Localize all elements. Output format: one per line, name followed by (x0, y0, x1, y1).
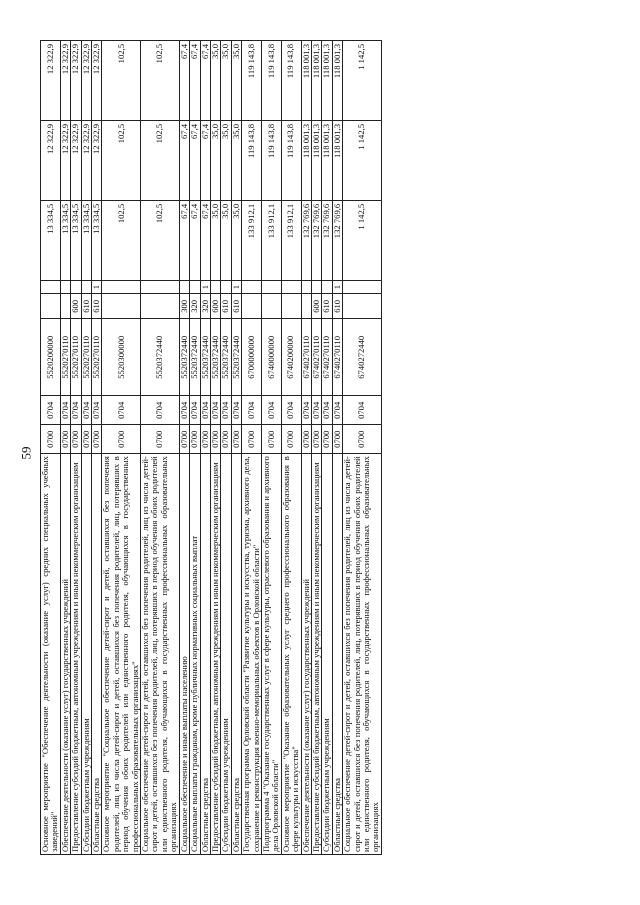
target-article-code: 6700000000 (242, 319, 262, 396)
row-name: Социальные выплаты гражданам, кроме публичных нормативных социальных выплат (190, 454, 200, 855)
amount-year-2: 118 001,3 (311, 120, 321, 200)
row-name: Предоставление субсидий бюджетным, автономным учреждениям и иным некоммерческим организациям (71, 454, 81, 855)
target-article-code: 5520372440 (141, 319, 180, 396)
amount-year-1: 133 912,1 (261, 200, 281, 280)
funding-source-code: 1 (231, 280, 241, 294)
subsection-code: 0704 (311, 396, 321, 425)
amount-year-3: 102,5 (141, 41, 180, 121)
section-code: 0700 (41, 425, 61, 454)
funding-source-code (242, 280, 262, 294)
expense-type-code (261, 294, 281, 319)
funding-source-code (81, 280, 91, 294)
amount-year-1: 132 769,6 (301, 200, 311, 280)
target-article-code: 5520372440 (231, 319, 241, 396)
expense-type-code: 300 (179, 294, 189, 319)
budget-table-body (41, 41, 382, 855)
section-code: 0700 (92, 425, 102, 454)
section-code: 0700 (332, 425, 342, 454)
target-article-code: 6740272440 (343, 319, 382, 396)
row-name: Субсидии бюджетным учреждениям (221, 454, 231, 855)
funding-source-code: 1 (92, 280, 102, 294)
target-article-code: 5520372440 (190, 319, 200, 396)
subsection-code: 0704 (332, 396, 342, 425)
table-row (81, 41, 91, 855)
section-code: 0700 (281, 425, 301, 454)
amount-year-3: 118 001,3 (311, 41, 321, 121)
section-code: 0700 (261, 425, 281, 454)
amount-year-1: 13 334,5 (41, 200, 61, 280)
section-code: 0700 (81, 425, 91, 454)
amount-year-3: 119 143,8 (242, 41, 262, 121)
expense-type-code: 610 (221, 294, 231, 319)
row-name: Социальное обеспечение детей-сирот и детей, оставшихся без попечения родителей, лиц из числа детей-сирот и детей, оставшихся без попечения родителей, лиц, потерявших в период обучения обоих родителей или единственного родителя, обучающихся в государственных профессиональных образовательных организациях (141, 454, 180, 855)
amount-year-2: 35,0 (210, 120, 220, 200)
target-article-code: 5520300000 (102, 319, 141, 396)
target-article-code: 5520270110 (92, 319, 102, 396)
row-name: Предоставление субсидий бюджетным, автономным учреждениям и иным некоммерческим организациям (311, 454, 321, 855)
amount-year-1: 35,0 (210, 200, 220, 280)
amount-year-3: 35,0 (210, 41, 220, 121)
subsection-code: 0704 (210, 396, 220, 425)
subsection-code: 0704 (322, 396, 332, 425)
target-article-code: 5520270110 (60, 319, 70, 396)
subsection-code: 0704 (60, 396, 70, 425)
amount-year-3: 1 142,5 (343, 41, 382, 121)
section-code: 0700 (311, 425, 321, 454)
subsection-code: 0704 (343, 396, 382, 425)
amount-year-1: 132 769,6 (322, 200, 332, 280)
table-row (332, 41, 342, 855)
amount-year-2: 35,0 (231, 120, 241, 200)
amount-year-3: 35,0 (231, 41, 241, 121)
funding-source-code (301, 280, 311, 294)
funding-source-code: 1 (332, 280, 342, 294)
amount-year-3: 118 001,3 (322, 41, 332, 121)
row-name: Субсидии бюджетным учреждениям (81, 454, 91, 855)
amount-year-3: 119 143,8 (261, 41, 281, 121)
amount-year-3: 12 322,9 (71, 41, 81, 121)
section-code: 0700 (179, 425, 189, 454)
row-name: Подпрограмма 4 "Оказание государственных услуг в сфере культуры, отраслевого образования и архивного дела Орловской области" (261, 454, 281, 855)
row-name: Областные средства (231, 454, 241, 855)
row-name: Основное мероприятие "Обеспечение деятельности (оказание услуг) средних специальных учебных заведений" (41, 454, 61, 855)
budget-table (40, 40, 382, 855)
funding-source-code (281, 280, 301, 294)
amount-year-3: 119 143,8 (281, 41, 301, 121)
target-article-code: 5520372440 (200, 319, 210, 396)
table-row (231, 41, 241, 855)
amount-year-3: 118 001,3 (332, 41, 342, 121)
section-code: 0700 (301, 425, 311, 454)
section-code: 0700 (343, 425, 382, 454)
target-article-code: 6740270110 (311, 319, 321, 396)
subsection-code: 0704 (301, 396, 311, 425)
subsection-code: 0704 (81, 396, 91, 425)
amount-year-2: 102,5 (141, 120, 180, 200)
expense-type-code: 600 (71, 294, 81, 319)
amount-year-2: 35,0 (221, 120, 231, 200)
row-name: Социальное обеспечение детей-сирот и детей, оставшихся без попечения родителей, лиц из числа детей-сирот и детей, оставшихся без попечения родителей, лиц, потерявших в период обучения обоих родителей или единственного родителя, обучающихся в государственных профессиональных образовательных организациях (343, 454, 382, 855)
subsection-code: 0704 (231, 396, 241, 425)
amount-year-2: 67,4 (200, 120, 210, 200)
table-row (281, 41, 301, 855)
amount-year-1: 102,5 (102, 200, 141, 280)
target-article-code: 5520372440 (210, 319, 220, 396)
amount-year-2: 118 001,3 (332, 120, 342, 200)
section-code: 0700 (221, 425, 231, 454)
amount-year-1: 132 769,6 (332, 200, 342, 280)
amount-year-3: 67,4 (179, 41, 189, 121)
target-article-code: 6740270110 (332, 319, 342, 396)
table-row (210, 41, 220, 855)
section-code: 0700 (242, 425, 262, 454)
funding-source-code (41, 280, 61, 294)
subsection-code: 0704 (281, 396, 301, 425)
expense-type-code: 320 (200, 294, 210, 319)
table-row (141, 41, 180, 855)
funding-source-code (71, 280, 81, 294)
amount-year-2: 119 143,8 (281, 120, 301, 200)
expense-type-code: 320 (190, 294, 200, 319)
target-article-code: 5520270110 (81, 319, 91, 396)
expense-type-code (60, 294, 70, 319)
table-row (242, 41, 262, 855)
section-code: 0700 (190, 425, 200, 454)
subsection-code: 0704 (102, 396, 141, 425)
amount-year-3: 67,4 (190, 41, 200, 121)
row-name: Областные средства (200, 454, 210, 855)
subsection-code: 0704 (261, 396, 281, 425)
expense-type-code (242, 294, 262, 319)
target-article-code: 6740270110 (301, 319, 311, 396)
amount-year-1: 35,0 (231, 200, 241, 280)
row-name: Обеспечение деятельности (оказание услуг) государственных учреждений (60, 454, 70, 855)
amount-year-3: 12 322,9 (81, 41, 91, 121)
amount-year-3: 12 322,9 (60, 41, 70, 121)
amount-year-3: 12 322,9 (41, 41, 61, 121)
amount-year-1: 67,4 (179, 200, 189, 280)
amount-year-2: 119 143,8 (261, 120, 281, 200)
funding-source-code (141, 280, 180, 294)
table-row (322, 41, 332, 855)
subsection-code: 0704 (221, 396, 231, 425)
funding-source-code (190, 280, 200, 294)
page-number: 59 (18, 446, 34, 460)
row-name: Государственная программа Орловской области "Развитие культуры и искусства, туризма, архивного дела, сохранение и реконструкция военно-мемориальных объектов в Орловской области" (242, 454, 262, 855)
amount-year-1: 1 142,5 (343, 200, 382, 280)
amount-year-1: 13 334,5 (92, 200, 102, 280)
table-row (221, 41, 231, 855)
funding-source-code (343, 280, 382, 294)
expense-type-code (41, 294, 61, 319)
target-article-code: 6740200000 (281, 319, 301, 396)
rotated-page-content (40, 40, 382, 855)
funding-source-code (311, 280, 321, 294)
subsection-code: 0704 (179, 396, 189, 425)
table-row (190, 41, 200, 855)
funding-source-code (179, 280, 189, 294)
subsection-code: 0704 (41, 396, 61, 425)
section-code: 0700 (200, 425, 210, 454)
row-name: Основное мероприятие "Социальное обеспечение детей-сирот и детей, оставшихся без попечения родителей, лиц из числа детей-сирот и детей, оставшихся без попечения родителей, лиц, потерявших в период обучения обоих родителей или единственного родителя, обучающихся в государственных профессиональных образовательных организациях" (102, 454, 141, 855)
amount-year-1: 13 334,5 (71, 200, 81, 280)
expense-type-code: 600 (311, 294, 321, 319)
expense-type-code: 600 (210, 294, 220, 319)
subsection-code: 0704 (141, 396, 180, 425)
amount-year-2: 12 322,9 (92, 120, 102, 200)
target-article-code: 6740270110 (322, 319, 332, 396)
expense-type-code (141, 294, 180, 319)
amount-year-2: 67,4 (190, 120, 200, 200)
row-name: Субсидии бюджетным учреждениям (322, 454, 332, 855)
expense-type-code (343, 294, 382, 319)
table-row (41, 41, 61, 855)
amount-year-1: 35,0 (221, 200, 231, 280)
amount-year-2: 119 143,8 (242, 120, 262, 200)
row-name: Социальное обеспечение и иные выплаты населению (179, 454, 189, 855)
amount-year-2: 12 322,9 (71, 120, 81, 200)
table-row (102, 41, 141, 855)
amount-year-2: 12 322,9 (60, 120, 70, 200)
amount-year-1: 133 912,1 (242, 200, 262, 280)
amount-year-3: 118 001,3 (301, 41, 311, 121)
table-row (179, 41, 189, 855)
amount-year-3: 102,5 (102, 41, 141, 121)
amount-year-2: 102,5 (102, 120, 141, 200)
table-row (200, 41, 210, 855)
amount-year-1: 67,4 (190, 200, 200, 280)
row-name: Областные средства (92, 454, 102, 855)
amount-year-2: 67,4 (179, 120, 189, 200)
section-code: 0700 (141, 425, 180, 454)
funding-source-code (210, 280, 220, 294)
funding-source-code (102, 280, 141, 294)
amount-year-2: 118 001,3 (322, 120, 332, 200)
table-row (301, 41, 311, 855)
section-code: 0700 (71, 425, 81, 454)
target-article-code: 5520372440 (221, 319, 231, 396)
amount-year-1: 67,4 (200, 200, 210, 280)
table-row (311, 41, 321, 855)
target-article-code: 6740000000 (261, 319, 281, 396)
amount-year-2: 12 322,9 (81, 120, 91, 200)
funding-source-code (261, 280, 281, 294)
section-code: 0700 (102, 425, 141, 454)
section-code: 0700 (60, 425, 70, 454)
amount-year-2: 118 001,3 (301, 120, 311, 200)
funding-source-code (60, 280, 70, 294)
row-name: Основное мероприятие "Оказание образовательных услуг среднего профессионального образования в сфере культуры и искусства" (281, 454, 301, 855)
subsection-code: 0704 (242, 396, 262, 425)
expense-type-code: 610 (231, 294, 241, 319)
subsection-code: 0704 (92, 396, 102, 425)
amount-year-1: 132 769,6 (311, 200, 321, 280)
funding-source-code (322, 280, 332, 294)
table-row (343, 41, 382, 855)
expense-type-code (102, 294, 141, 319)
funding-source-code: 1 (200, 280, 210, 294)
funding-source-code (221, 280, 231, 294)
section-code: 0700 (322, 425, 332, 454)
expense-type-code (281, 294, 301, 319)
subsection-code: 0704 (190, 396, 200, 425)
table-row (92, 41, 102, 855)
row-name: Областные средства (332, 454, 342, 855)
amount-year-2: 12 322,9 (41, 120, 61, 200)
target-article-code: 5520372440 (179, 319, 189, 396)
row-name: Обеспечение деятельности (оказание услуг) государственных учреждений (301, 454, 311, 855)
section-code: 0700 (231, 425, 241, 454)
amount-year-2: 1 142,5 (343, 120, 382, 200)
expense-type-code: 610 (332, 294, 342, 319)
amount-year-1: 13 334,5 (81, 200, 91, 280)
row-name: Предоставление субсидий бюджетным, автономным учреждениям и иным некоммерческим организациям (210, 454, 220, 855)
expense-type-code: 610 (92, 294, 102, 319)
expense-type-code: 610 (81, 294, 91, 319)
amount-year-1: 13 334,5 (60, 200, 70, 280)
subsection-code: 0704 (200, 396, 210, 425)
target-article-code: 5520200000 (41, 319, 61, 396)
section-code: 0700 (210, 425, 220, 454)
table-row (71, 41, 81, 855)
expense-type-code (301, 294, 311, 319)
table-row (261, 41, 281, 855)
target-article-code: 5520270110 (71, 319, 81, 396)
amount-year-3: 35,0 (221, 41, 231, 121)
amount-year-1: 102,5 (141, 200, 180, 280)
table-row (60, 41, 70, 855)
amount-year-1: 133 912,1 (281, 200, 301, 280)
expense-type-code: 610 (322, 294, 332, 319)
amount-year-3: 67,4 (200, 41, 210, 121)
subsection-code: 0704 (71, 396, 81, 425)
amount-year-3: 12 322,9 (92, 41, 102, 121)
